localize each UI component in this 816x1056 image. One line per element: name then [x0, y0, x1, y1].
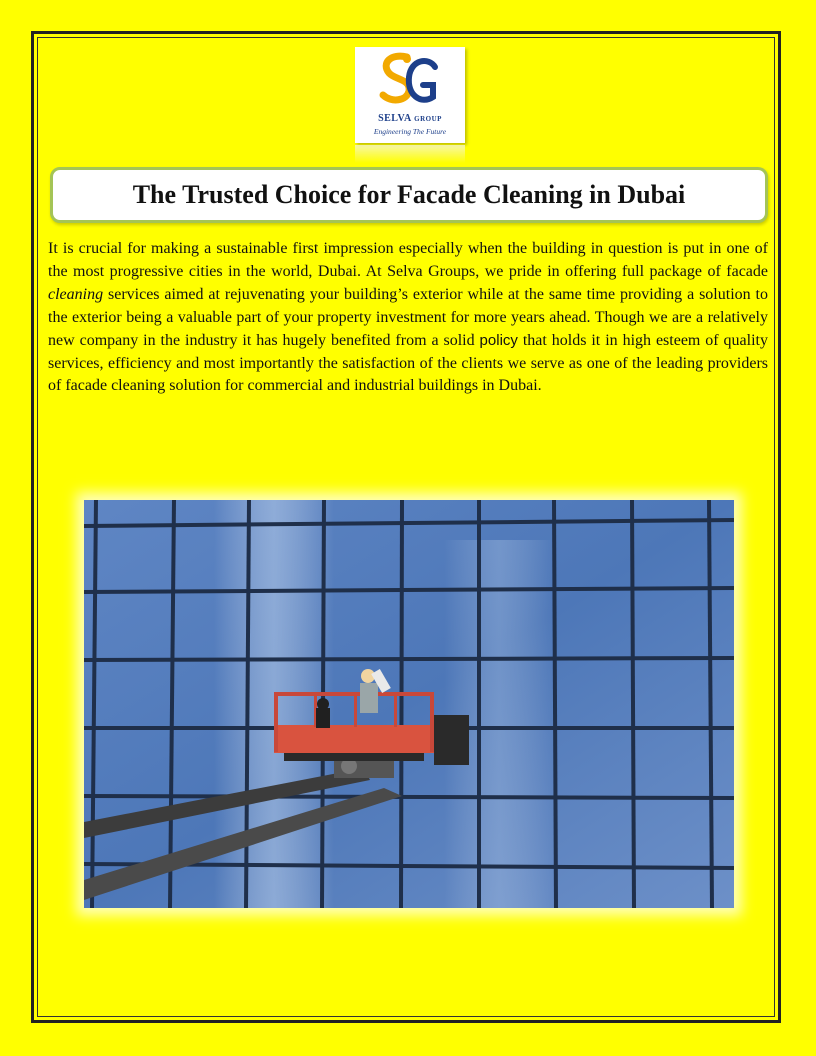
body-paragraph: It is crucial for making a sustainable first impression especially when the building in question is put in one of the most progressive cities in the world, Dubai. At Selva Groups, we pride in offering full package of facade cleaning services aimed at rejuvenating your building’s exterior while at the same time providing a solution to the exterior being a valuable part of your property investment for more years ahead. Though we are a relatively new company in the industry it has hugely benefited from a solid policy that holds it in high esteem of quality services, efficiency and most importantly the satisfaction of the clients we serve as one of the leading providers of facade cleaning solution for commercial and industrial buildings in Dubai. [48, 240, 768, 395]
logo-wordmark: SELVA GROUP [378, 113, 442, 124]
title-box [50, 167, 768, 223]
facade-photo-illustration [84, 500, 734, 908]
logo-tagline: Engineering The Future [373, 127, 447, 136]
italic-word: cleaning [48, 285, 104, 303]
selva-group-logo [355, 47, 465, 143]
logo-reflection [355, 145, 465, 163]
facade-cleaning-photo [84, 500, 734, 908]
logo-mark-icon [355, 47, 465, 111]
sans-word: policy [479, 331, 518, 349]
page-title: The Trusted Choice for Facade Cleaning in Dubai [132, 180, 686, 209]
